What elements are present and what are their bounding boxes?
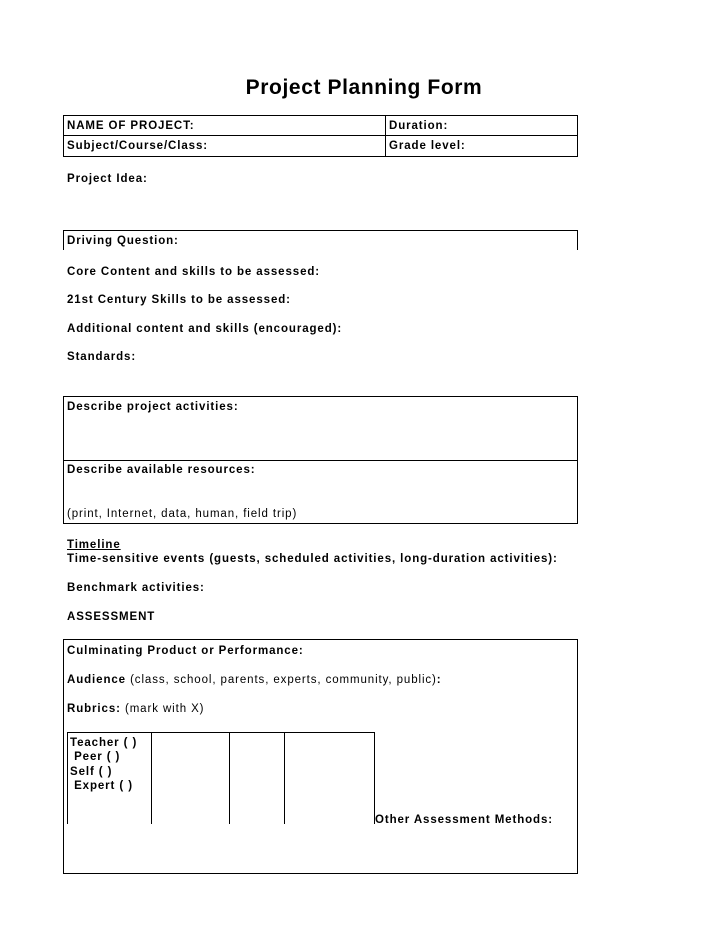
core-content-label: Core Content and skills to be assessed: [67,266,321,278]
rubric-row-expert: Expert ( ) [70,780,133,792]
rubric-table-col-divider-2 [229,732,230,824]
rubrics-label: Rubrics: [67,703,121,715]
other-methods-label: Other Assessment Methods: [375,814,553,826]
rubrics-line [67,702,204,716]
rubric-table-col-divider-3 [284,732,285,824]
standards-label: Standards: [67,351,137,363]
activities-box-divider [63,460,578,461]
rubric-row-self: Self ( ) [70,766,113,778]
rubric-table-left-border [67,732,68,824]
assessment-heading: ASSESSMENT [67,611,156,623]
driving-question-right-border [577,230,578,250]
rubric-table-col-divider-1 [151,732,152,824]
grade-level-label: Grade level: [389,140,466,152]
audience-line [67,673,442,687]
activities-label: Describe project activities: [67,401,239,413]
duration-label: Duration: [389,120,449,132]
rubrics-hint: (mark with X) [124,703,205,715]
resources-hint: (print, Internet, data, human, field trip) [67,508,298,520]
timeline-events-label: Time-sensitive events (guests, scheduled activities, long-duration activities): [67,553,558,565]
driving-question-left-border [63,230,64,250]
culminating-label: Culminating Product or Performance: [67,645,304,657]
rubric-table-top-border [67,732,375,733]
audience-label: Audience [67,674,126,686]
header-table-col-divider [385,115,386,157]
benchmark-label: Benchmark activities: [67,582,205,594]
audience-colon: : [436,674,442,686]
rubric-table-right-border [374,732,375,824]
rubric-row-peer: Peer ( ) [70,751,121,763]
driving-question-top-border [63,230,578,231]
resources-label: Describe available resources: [67,464,256,476]
header-table-row-divider [63,135,578,136]
audience-hint: (class, school, parents, experts, community, public) [130,674,437,686]
timeline-heading: Timeline [67,539,121,551]
century-skills-label: 21st Century Skills to be assessed: [67,294,291,306]
subject-label: Subject/Course/Class: [67,140,208,152]
driving-question-label: Driving Question: [67,235,179,247]
page-title: Project Planning Form [245,76,483,99]
name-of-project-label: NAME OF PROJECT: [67,120,195,132]
rubric-row-teacher: Teacher ( ) [70,737,138,749]
additional-content-label: Additional content and skills (encouraged): [67,323,343,335]
project-idea-label: Project Idea: [67,173,148,185]
